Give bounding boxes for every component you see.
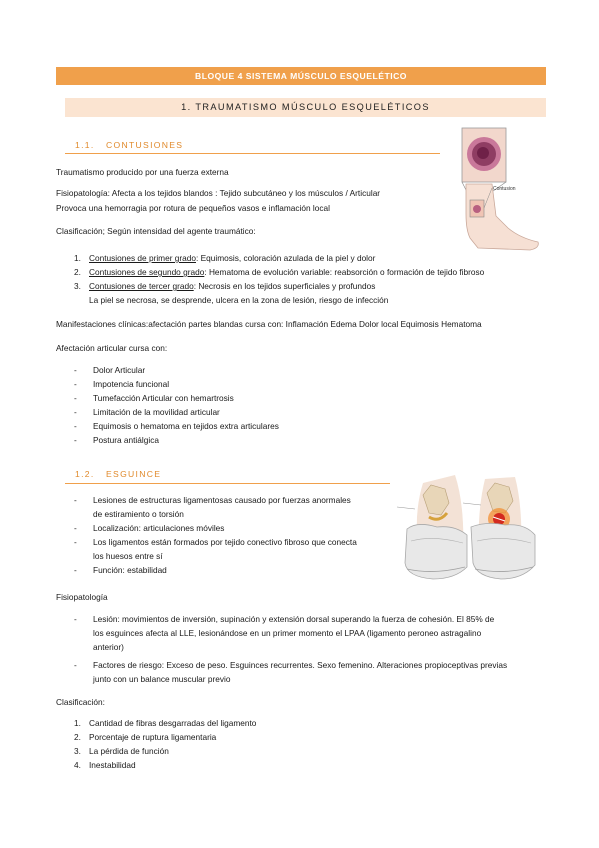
list-item: - Impotencia funcional [74, 379, 170, 389]
list-item-continuation: los huesos entre sí [93, 551, 163, 561]
esguince-list [74, 495, 357, 576]
afectacion-line: Afectación articular cursa con: [56, 343, 168, 353]
list-item-continuation: anterior) [93, 642, 124, 652]
list-item: 1. Cantidad de fibras desgarradas del ligamento [74, 718, 257, 728]
list-item: - Lesión: movimientos de inversión, supinación y extensión dorsal superando la fuerza de cohesión. El 85% de [74, 614, 495, 624]
section-number: 1.2. [75, 469, 95, 479]
section-title: CONTUSIONES [106, 140, 184, 150]
list-item: - Lesiones de estructuras ligamentosas causado por fuerzas anormales [74, 495, 351, 505]
manifestaciones-line: Manifestaciones clínicas:afectación partes blandas cursa con: Inflamación Edema Dolor local Equimosis Hematoma [56, 319, 482, 329]
contusion-intro: Traumatismo producido por una fuerza externa [56, 167, 229, 177]
section-number: 1.1. [75, 140, 95, 150]
list-item: - Factores de riesgo: Exceso de peso. Esguinces recurrentes. Sexo femenino. Alteraciones propioceptivas previas [74, 660, 508, 670]
list-item: - Localización: articulaciones móviles [74, 523, 225, 533]
section-rule [65, 153, 440, 154]
list-item-continuation: de estiramiento o torsión [93, 509, 184, 519]
contusion-ankle-illustration [448, 126, 545, 256]
fisiopatologia-list [74, 614, 507, 685]
list-item: - Dolor Articular [74, 365, 146, 375]
section-title: ESGUINCE [106, 469, 162, 479]
sprain-ankle-illustration [393, 455, 545, 583]
list-item-continuation: La piel se necrosa, se desprende, ulcera en la zona de lesión, riesgo de infección [89, 295, 389, 305]
list-item: - Tumefacción Articular con hemartrosis [74, 393, 234, 403]
fisiopatologia-heading: Fisiopatología [56, 592, 108, 602]
list-item: 1. Contusiones de primer grado: Equimosis, coloración azulada de la piel y dolor [74, 253, 376, 263]
list-item: 2. Contusiones de segundo grado: Hematoma de evolución variable: reabsorción o formación de tejido fibroso [74, 267, 485, 277]
list-item: - Limitación de la movilidad articular [74, 407, 220, 417]
list-item: 3. La pérdida de función [74, 746, 169, 756]
clasificacion-list [74, 718, 256, 774]
section-rule [65, 483, 390, 484]
list-item: - Equimosis o hematoma en tejidos extra articulares [74, 421, 279, 431]
list-item-continuation: los esguinces afecta al LLE, lesionándose en un primer momento el LPAA (ligamento peroneo astragalino [93, 628, 482, 638]
section-heading-contusiones [75, 140, 183, 150]
main-heading: 1. TRAUMATISMO MÚSCULO ESQUELÉTICOS [65, 98, 546, 117]
clasificacion-heading: Clasificación: [56, 697, 105, 707]
list-item: - Los ligamentos están formados por tejido conectivo fibroso que conecta [74, 537, 357, 547]
list-item: 3. Contusiones de tercer grado: Necrosis en los tejidos superficiales y profundos [74, 281, 376, 291]
list-item: 2. Porcentaje de ruptura ligamentaria [74, 732, 217, 742]
bloque-banner: BLOQUE 4 SISTEMA MÚSCULO ESQUELÉTICO [56, 67, 546, 85]
list-item: 4. Inestabilidad [74, 760, 136, 770]
list-item-continuation: junto con un balance muscular previo [93, 674, 231, 684]
contusion-label: Contusion [493, 186, 516, 192]
section-heading-esguince [75, 469, 161, 479]
list-item: - Función: estabilidad [74, 565, 167, 575]
fisiopatologia-line-2: Provoca una hemorragia por rotura de pequeños vasos e inflamación local [56, 203, 330, 213]
afectacion-list [74, 365, 279, 449]
list-item: - Postura antiálgica [74, 435, 159, 445]
fisiopatologia-line-1: Fisiopatología: Afecta a los tejidos blandos : Tejido subcutáneo y los músculos / Articular [56, 188, 381, 198]
clasificacion-line: Clasificación; Según intensidad del agente traumático: [56, 226, 256, 236]
